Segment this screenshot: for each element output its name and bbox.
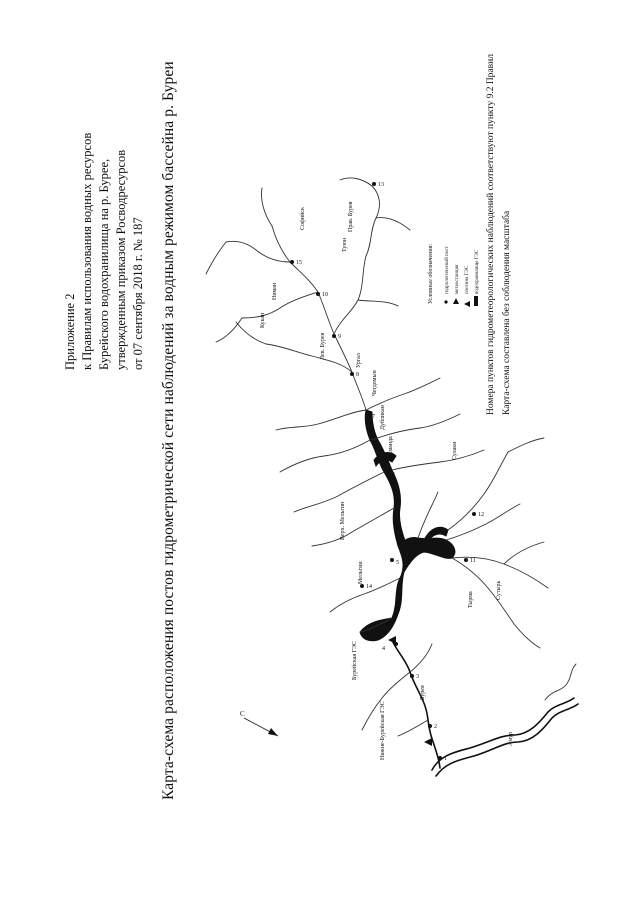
station-number: 13	[378, 182, 384, 188]
footer-note-1: Номера пунктов гидрометеорологических наблюдений соответствуют пункту 9.2 Правил	[486, 54, 496, 415]
station-number: 10	[322, 292, 328, 298]
station-number: 9	[338, 334, 341, 340]
legend-label: метеостанция	[455, 264, 460, 294]
river-label: Софийск	[300, 207, 306, 230]
station-number: 14	[366, 584, 372, 590]
station-number: 2	[434, 724, 437, 730]
station-number: 12	[478, 512, 484, 518]
river-label: Ниман	[272, 282, 278, 300]
river-label: Мельгин	[358, 561, 364, 584]
legend-title: Условные обозначения:	[428, 243, 434, 304]
header-line-3: Бурейского водохранилища на р. Бурее,	[97, 158, 111, 370]
station-number: 3	[416, 674, 419, 680]
station-number: 11	[470, 558, 476, 564]
station-number: 7	[372, 414, 375, 420]
legend-label: гидрологический пост	[445, 246, 450, 294]
river-label: Верх. Мельгин	[340, 501, 346, 540]
map-title: Карта-схема расположения постов гидрометрической сети наблюдений за водным режимом бассейна р. Буреи	[160, 61, 177, 800]
header-line-4: утвержденным приказом Росводресурсов	[114, 149, 128, 370]
dam-labels	[351, 641, 386, 760]
legend-item-meteo	[453, 264, 460, 304]
river-label: Бурея	[420, 685, 426, 700]
amur-river	[432, 664, 578, 776]
north-arrow-label: С	[240, 710, 245, 718]
river-label: Туюн	[342, 237, 348, 252]
station-number: 6	[392, 472, 395, 478]
station-number: 8	[356, 372, 359, 378]
river-label: Сутырь	[496, 580, 502, 600]
river-label: Аманда	[388, 436, 394, 456]
river-label: Амур	[508, 731, 514, 746]
river-label: Ургал	[356, 353, 362, 368]
north-arrow	[240, 710, 278, 736]
legend	[427, 244, 480, 307]
station-number: 15	[296, 260, 302, 266]
legend-item-dam	[464, 265, 470, 307]
river-label: Прав. Бурея	[348, 201, 354, 232]
header-line-1: Приложение 2	[63, 293, 77, 370]
station-number: 1	[444, 756, 447, 762]
river-label: Чегдомын	[372, 370, 378, 396]
river-label: Дубликан	[380, 405, 386, 430]
nizhne-bureyskaya-dam-label: Нижне-Бурейская ГЭС	[380, 701, 386, 760]
bureya-reservoir	[360, 410, 455, 641]
legend-item-reservoir	[474, 249, 480, 306]
header-line-2: к Правилам использования водных ресурсов	[80, 132, 94, 370]
river-label: Тырма	[468, 591, 474, 608]
river-label: Кукан	[260, 312, 266, 328]
river-label: Сулаки	[452, 441, 458, 460]
bureyskaya-dam-label: Бурейская ГЭС	[352, 640, 358, 680]
header-line-5: от 07 сентября 2018 г. № 187	[131, 217, 145, 370]
station-number: 4	[382, 646, 385, 652]
legend-item-post	[444, 245, 450, 303]
bureya-lower	[392, 640, 440, 768]
station-number: 5	[396, 560, 399, 566]
river-label: Лев. Бурея	[320, 332, 326, 360]
footer-note-2: Карта-схема составлена без соблюдения масштаба	[502, 210, 512, 415]
legend-label: плотина ГЭС	[465, 265, 470, 294]
legend-label: водохранилище ГЭС	[475, 249, 480, 294]
